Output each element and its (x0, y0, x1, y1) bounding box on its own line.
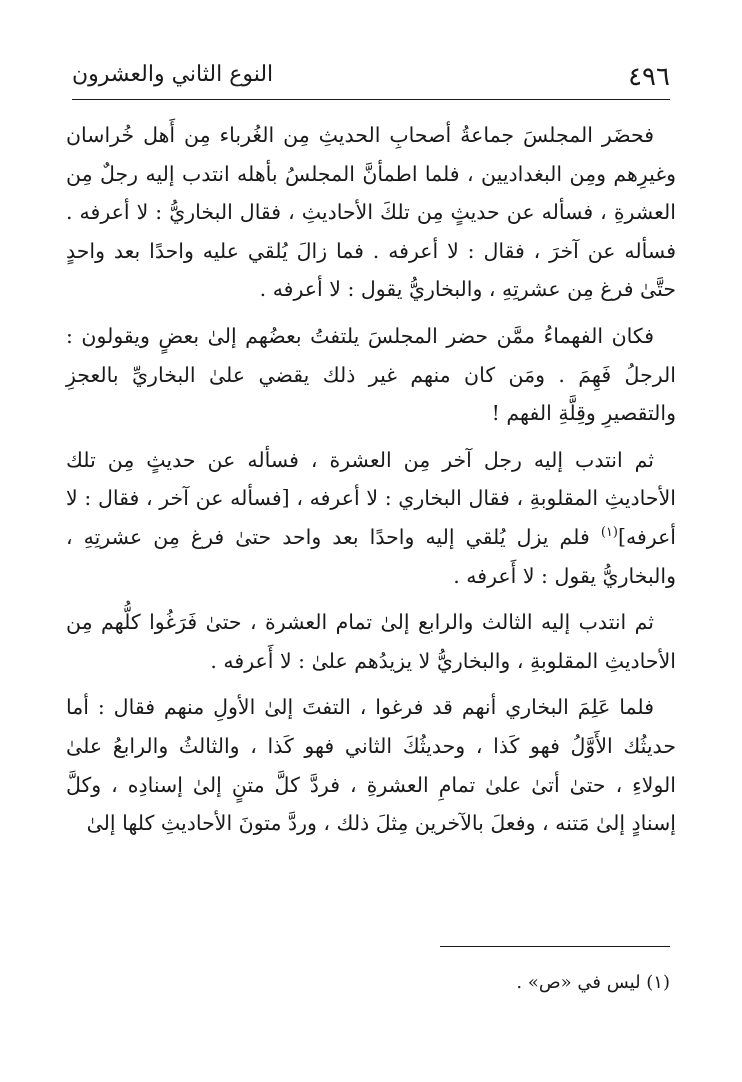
paragraph-2: فكان الفهماءُ ممَّن حضر المجلسَ يلتفتُ بعضُهم إلىٰ بعضٍ ويقولون : الرجلُ فَهِمَ . ومَن كان منهم غير ذلك يقضي علىٰ البخاريِّ بالعجزِ والتقصيرِ وقِلَّةِ الفهم ! (66, 323, 676, 426)
paragraph-1: فحضَر المجلسَ جماعةُ أصحابِ الحديثِ مِن الغُرباء مِن أَهل خُراسان وغيرِهم ومِن البغداديين ، فلما اطمأنَّ المجلسُ بأهله انتدب إليه رجلٌ مِن العشرةِ ، فسأله عن حديثٍ مِن تلكَ الأحاديثِ ، فقال البخاريُّ : لا أعرفه . فسأله عن آخرَ ، فقال : لا أعرفه . فما زالَ يُلقي عليه واحدًا بعد واحدٍ حتَّىٰ فرغ مِن عشرتِهِ ، والبخاريُّ يقول : لا أعرفه . (66, 123, 676, 302)
paragraph-3 (66, 441, 676, 595)
paragraph-3-text-b: فلم يزل يُلقي إليه واحدًا بعد واحد حتىٰ فرغ مِن عشرتِهِ ، والبخاريُّ يقول : لا أَعرفه . (66, 524, 676, 588)
paragraph-5: فلما عَلِمَ البخاري أنهم قد فرغوا ، التفتَ إلىٰ الأولِ منهم فقال : أما حديثُك الأَوَّلُ فهو كَذا ، وحديثُكَ الثاني فهو كَذا ، والثالثُ والرابعُ علىٰ الولاءِ ، حتىٰ أتىٰ علىٰ تمامِ العشرةِ ، فردَّ كلَّ متنٍ إلىٰ إسنادِه ، وكلَّ إسنادٍ إلىٰ مَتنه ، وفعلَ بالآخرين مِثلَ ذلك ، وردَّ متونَ الأحاديثِ كلها إلىٰ (66, 695, 677, 836)
paragraph-4: ثم انتدب إليه الثالث والرابع إلىٰ تمام العشرة ، حتىٰ فَرَغُوا كلُّهم مِن الأحاديثِ المقلوبةِ ، والبخاريُّ لا يزيدُهم علىٰ : لا أَعرفه . (66, 610, 676, 673)
page-number: ٤٩٦ (628, 62, 670, 92)
running-header (72, 58, 670, 100)
footnote-divider (440, 946, 670, 947)
footnote: (١) ليس في «ص» . (516, 972, 670, 993)
chapter-title: النوع الثاني والعشرون (72, 62, 274, 87)
footnote-reference: (١) (600, 525, 618, 541)
main-text (66, 116, 676, 851)
header-divider (72, 99, 670, 100)
paragraph-3-text-a: ثم انتدب إليه رجل آخر مِن العشرة ، فسأله عن حديثٍ مِن تلك الأحاديثِ المقلوبةِ ، فقال البخاري : لا أعرفه ، [فسأله عن آخر ، فقال : لا أعرفه] (66, 447, 676, 549)
